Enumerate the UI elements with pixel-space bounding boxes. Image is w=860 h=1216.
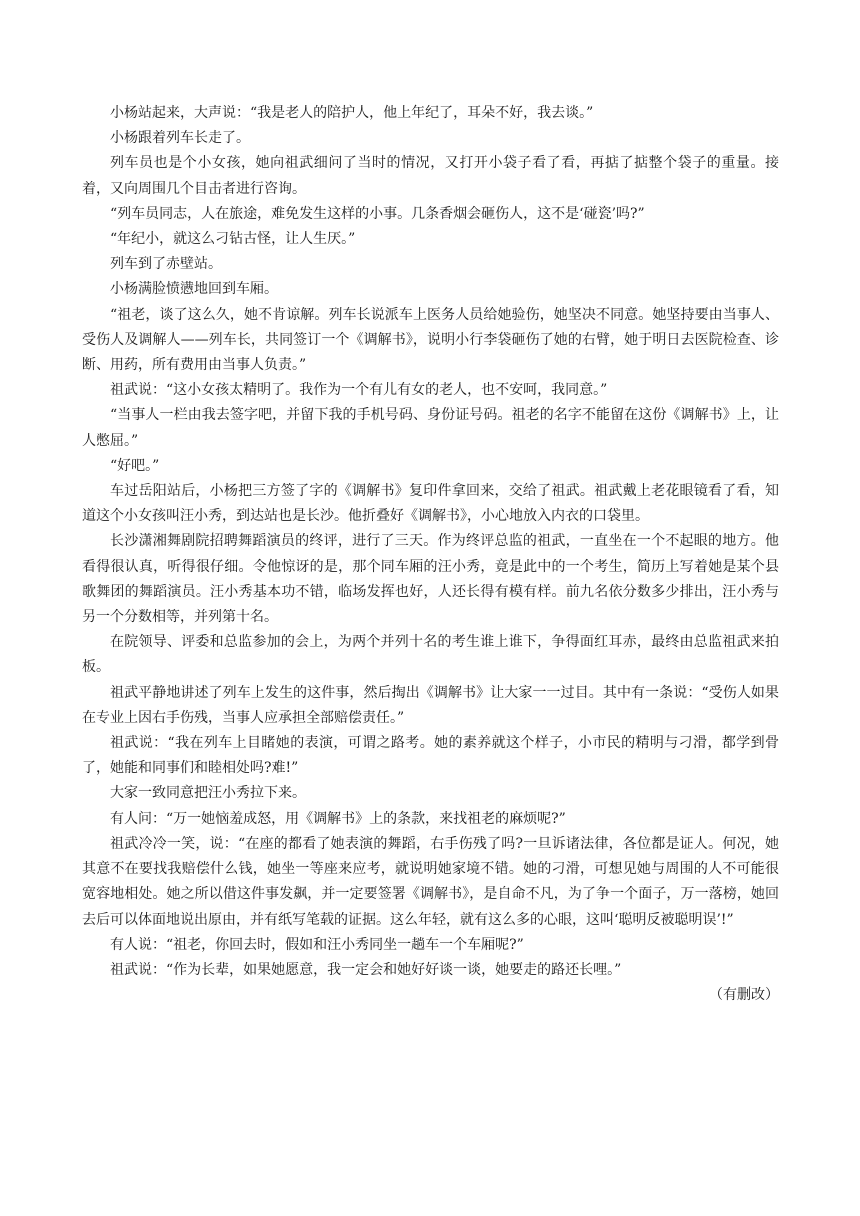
paragraph: 祖武说：“这小女孩太精明了。我作为一个有儿有女的老人，也不安呵，我同意。”	[110, 382, 608, 399]
paragraph: 有人说：“祖老，你回去时，假如和汪小秀同坐一趟车一个车厢呢?”	[110, 936, 524, 953]
paragraph: 小杨跟着列车长走了。	[110, 130, 250, 147]
paragraph: “祖老，谈了这么久，她不肯谅解。列车长说派车上医务人员给她验伤，她坚决不同意。她坚持要由当事人、受伤人及调解人——列车长，共同签订一个《调解书》，说明小行李袋砸伤了她的右臂，她于明日去医院检查、诊断、用药，所有费用由当事人负责。”	[82, 306, 779, 374]
paragraph: “当事人一栏由我去签字吧，并留下我的手机号码、身份证号码。祖老的名字不能留在这份《调解书》上，让人憋屈。”	[82, 407, 779, 449]
paragraph: 祖武冷冷一笑，说：“在座的都看了她表演的舞蹈，右手伤残了吗?一旦诉诸法律，各位都是证人。何况，她其意不在要找我赔偿什么钱，她坐一等座来应考，就说明她家境不错。她的刁滑，可想见她与周围的人不可能很宽容地相处。她之所以借这件事发飙，并一定要签署《调解书》，是自命不凡，为了争一个面子，万一落榜，她回去后可以体面地说出原由，并有纸写笔载的证据。这么年轻，就有这么多的心眼，这叫‘聪明反被聪明误’!”	[82, 835, 779, 928]
paragraph: “好吧。”	[110, 457, 160, 474]
paragraph: 小杨满脸愤懑地回到车厢。	[110, 281, 278, 298]
paragraph: 车过岳阳站后，小杨把三方签了字的《调解书》复印件拿回来，交给了祖武。祖武戴上老花眼镜看了看，知道这个小女孩叫汪小秀，到达站也是长沙。他折叠好《调解书》，小心地放入内衣的口袋里。	[82, 483, 779, 525]
paragraph: “年纪小，就这么刁钻古怪，让人生厌。”	[110, 231, 356, 248]
paragraph: 小杨站起来，大声说：“我是老人的陪护人，他上年纪了，耳朵不好，我去谈。”	[110, 105, 594, 121]
source-note: （有删改）	[709, 987, 779, 1004]
paragraph: 长沙潇湘舞剧院招聘舞蹈演员的终评，进行了三天。作为终评总监的祖武，一直坐在一个不起眼的地方。他看得很认真，听得很仔细。令他惊讶的是，那个同车厢的汪小秀，竟是此中的一个考生，简历上写着她是某个县歌舞团的舞蹈演员。汪小秀基本功不错，临场发挥也好，人还长得有模有样。前九名依分数多少排出，汪小秀与另一个分数相等，并列第十名。	[82, 533, 779, 626]
paragraph: 在院领导、评委和总监参加的会上，为两个并列十名的考生谁上谁下，争得面红耳赤，最终由总监祖武来拍板。	[82, 634, 779, 676]
paragraph: 有人问：“万一她恼羞成怒，用《调解书》上的条款，来找祖老的麻烦呢?”	[110, 810, 566, 827]
paragraph: 大家一致同意把汪小秀拉下来。	[110, 785, 306, 802]
document-body	[82, 101, 779, 1008]
paragraph: 祖武说：“作为长辈，如果她愿意，我一定会和她好好谈一谈，她要走的路还长哩。”	[110, 961, 622, 978]
paragraph: 祖武说：“我在列车上目睹她的表演，可谓之路考。她的素养就这个样子，小市民的精明与刁滑，都学到骨了，她能和同事们和睦相处吗?难!”	[82, 735, 779, 777]
paragraph: 祖武平静地讲述了列车上发生的这件事，然后掏出《调解书》让大家一一过目。其中有一条说：“受伤人如果在专业上因右手伤残，当事人应承担全部赔偿责任。”	[82, 684, 779, 726]
paragraph: 列车到了赤壁站。	[110, 256, 222, 273]
paragraph: “列车员同志，人在旅途，难免发生这样的小事。几条香烟会砸伤人，这不是‘碰瓷’吗?”	[110, 205, 645, 222]
paragraph: 列车员也是个小女孩，她向祖武细问了当时的情况，又打开小袋子看了看，再掂了掂整个袋子的重量。接着，又向周围几个目击者进行咨询。	[82, 155, 779, 197]
